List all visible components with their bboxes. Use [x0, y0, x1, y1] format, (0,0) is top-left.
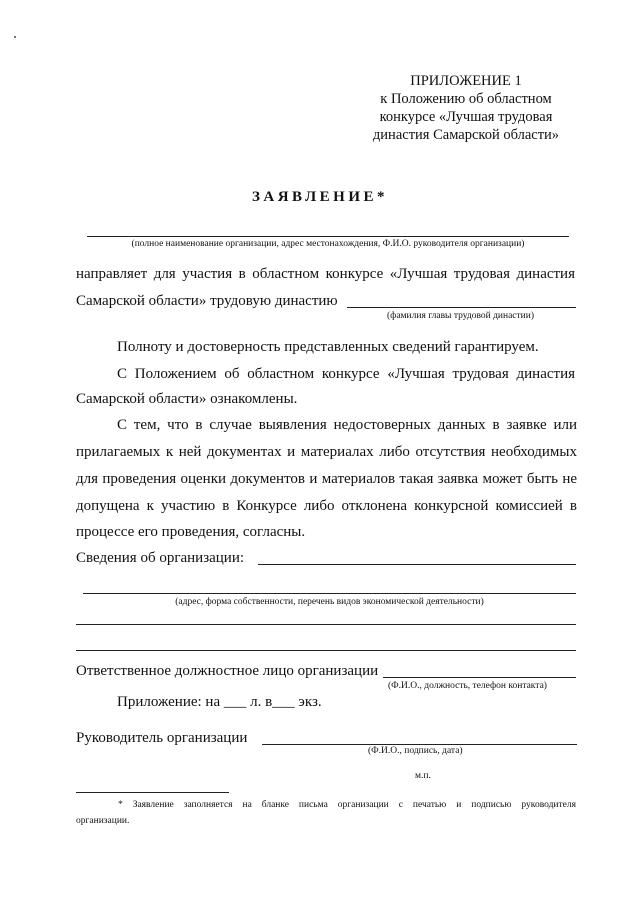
consent-line-5: процессе его проведения, согласны.	[76, 524, 306, 540]
appendix-header	[340, 72, 592, 144]
organization-name-field[interactable]	[87, 236, 569, 237]
guarantee-paragraph: Полноту и достоверность представленных сведений гарантируем.	[117, 339, 539, 355]
head-caption: (Ф.И.О., подпись, дата)	[368, 746, 463, 756]
responsible-label: Ответственное должностное лицо организации	[76, 663, 379, 679]
appendix-line-3: конкурсе «Лучшая трудовая	[379, 109, 553, 125]
dynasty-head-field[interactable]	[347, 307, 576, 308]
appendix-line-2: к Положению об областном	[380, 91, 552, 107]
responsible-field[interactable]	[383, 677, 576, 678]
org-info-label: Сведения об организации:	[76, 550, 245, 566]
consent-line-4: допущена к участию в Конкурсе либо отклонена конкурсной комиссией в	[76, 498, 577, 514]
stamp-mark: м.п.	[415, 771, 431, 781]
consent-line-3: для проведения оценки документов и материалов такая заявка может быть не	[76, 471, 577, 487]
org-info-field[interactable]	[258, 564, 576, 565]
intro-line-2: Самарской области» трудовую династию	[76, 293, 338, 309]
intro-line-1: направляет для участия в областном конкурсе «Лучшая трудовая династия	[76, 266, 575, 282]
footnote-line-2: организации.	[76, 816, 130, 826]
scan-speck	[14, 36, 16, 38]
org-info-field-line-4[interactable]	[76, 650, 576, 651]
footnote-separator	[76, 792, 229, 793]
familiar-line-2: Самарской области» ознакомлены.	[76, 391, 298, 407]
dynasty-head-caption: (фамилия главы трудовой династии)	[387, 311, 534, 321]
responsible-caption: (Ф.И.О., должность, телефон контакта)	[388, 681, 547, 691]
appendix-line-4: династия Самарской области»	[372, 127, 560, 143]
attachment-line: Приложение: на ___ л. в___ экз.	[117, 694, 322, 710]
document-title: ЗАЯВЛЕНИЕ*	[251, 189, 389, 205]
org-info-field-line-2[interactable]	[83, 593, 576, 594]
footnote-line-1: * Заявление заполняется на бланке письма организации с печатью и подписью руководителя	[118, 800, 576, 810]
head-field[interactable]	[262, 744, 577, 745]
org-info-field-line-3[interactable]	[76, 624, 576, 625]
organization-name-caption: (полное наименование организации, адрес местонахождения, Ф.И.О. руководителя организации)	[131, 239, 525, 249]
org-info-caption: (адрес, форма собственности, перечень видов экономической деятельности)	[175, 597, 484, 607]
consent-line-1: С тем, что в случае выявления недостоверных данных в заявке или	[117, 417, 577, 433]
consent-line-2: прилагаемых к ней документах и материалах либо отсутствия необходимых	[76, 444, 577, 460]
familiar-line-1: С Положением об областном конкурсе «Лучшая трудовая династия	[117, 366, 575, 382]
head-label: Руководитель организации	[76, 730, 248, 746]
appendix-line-1: ПРИЛОЖЕНИЕ 1	[410, 73, 522, 89]
